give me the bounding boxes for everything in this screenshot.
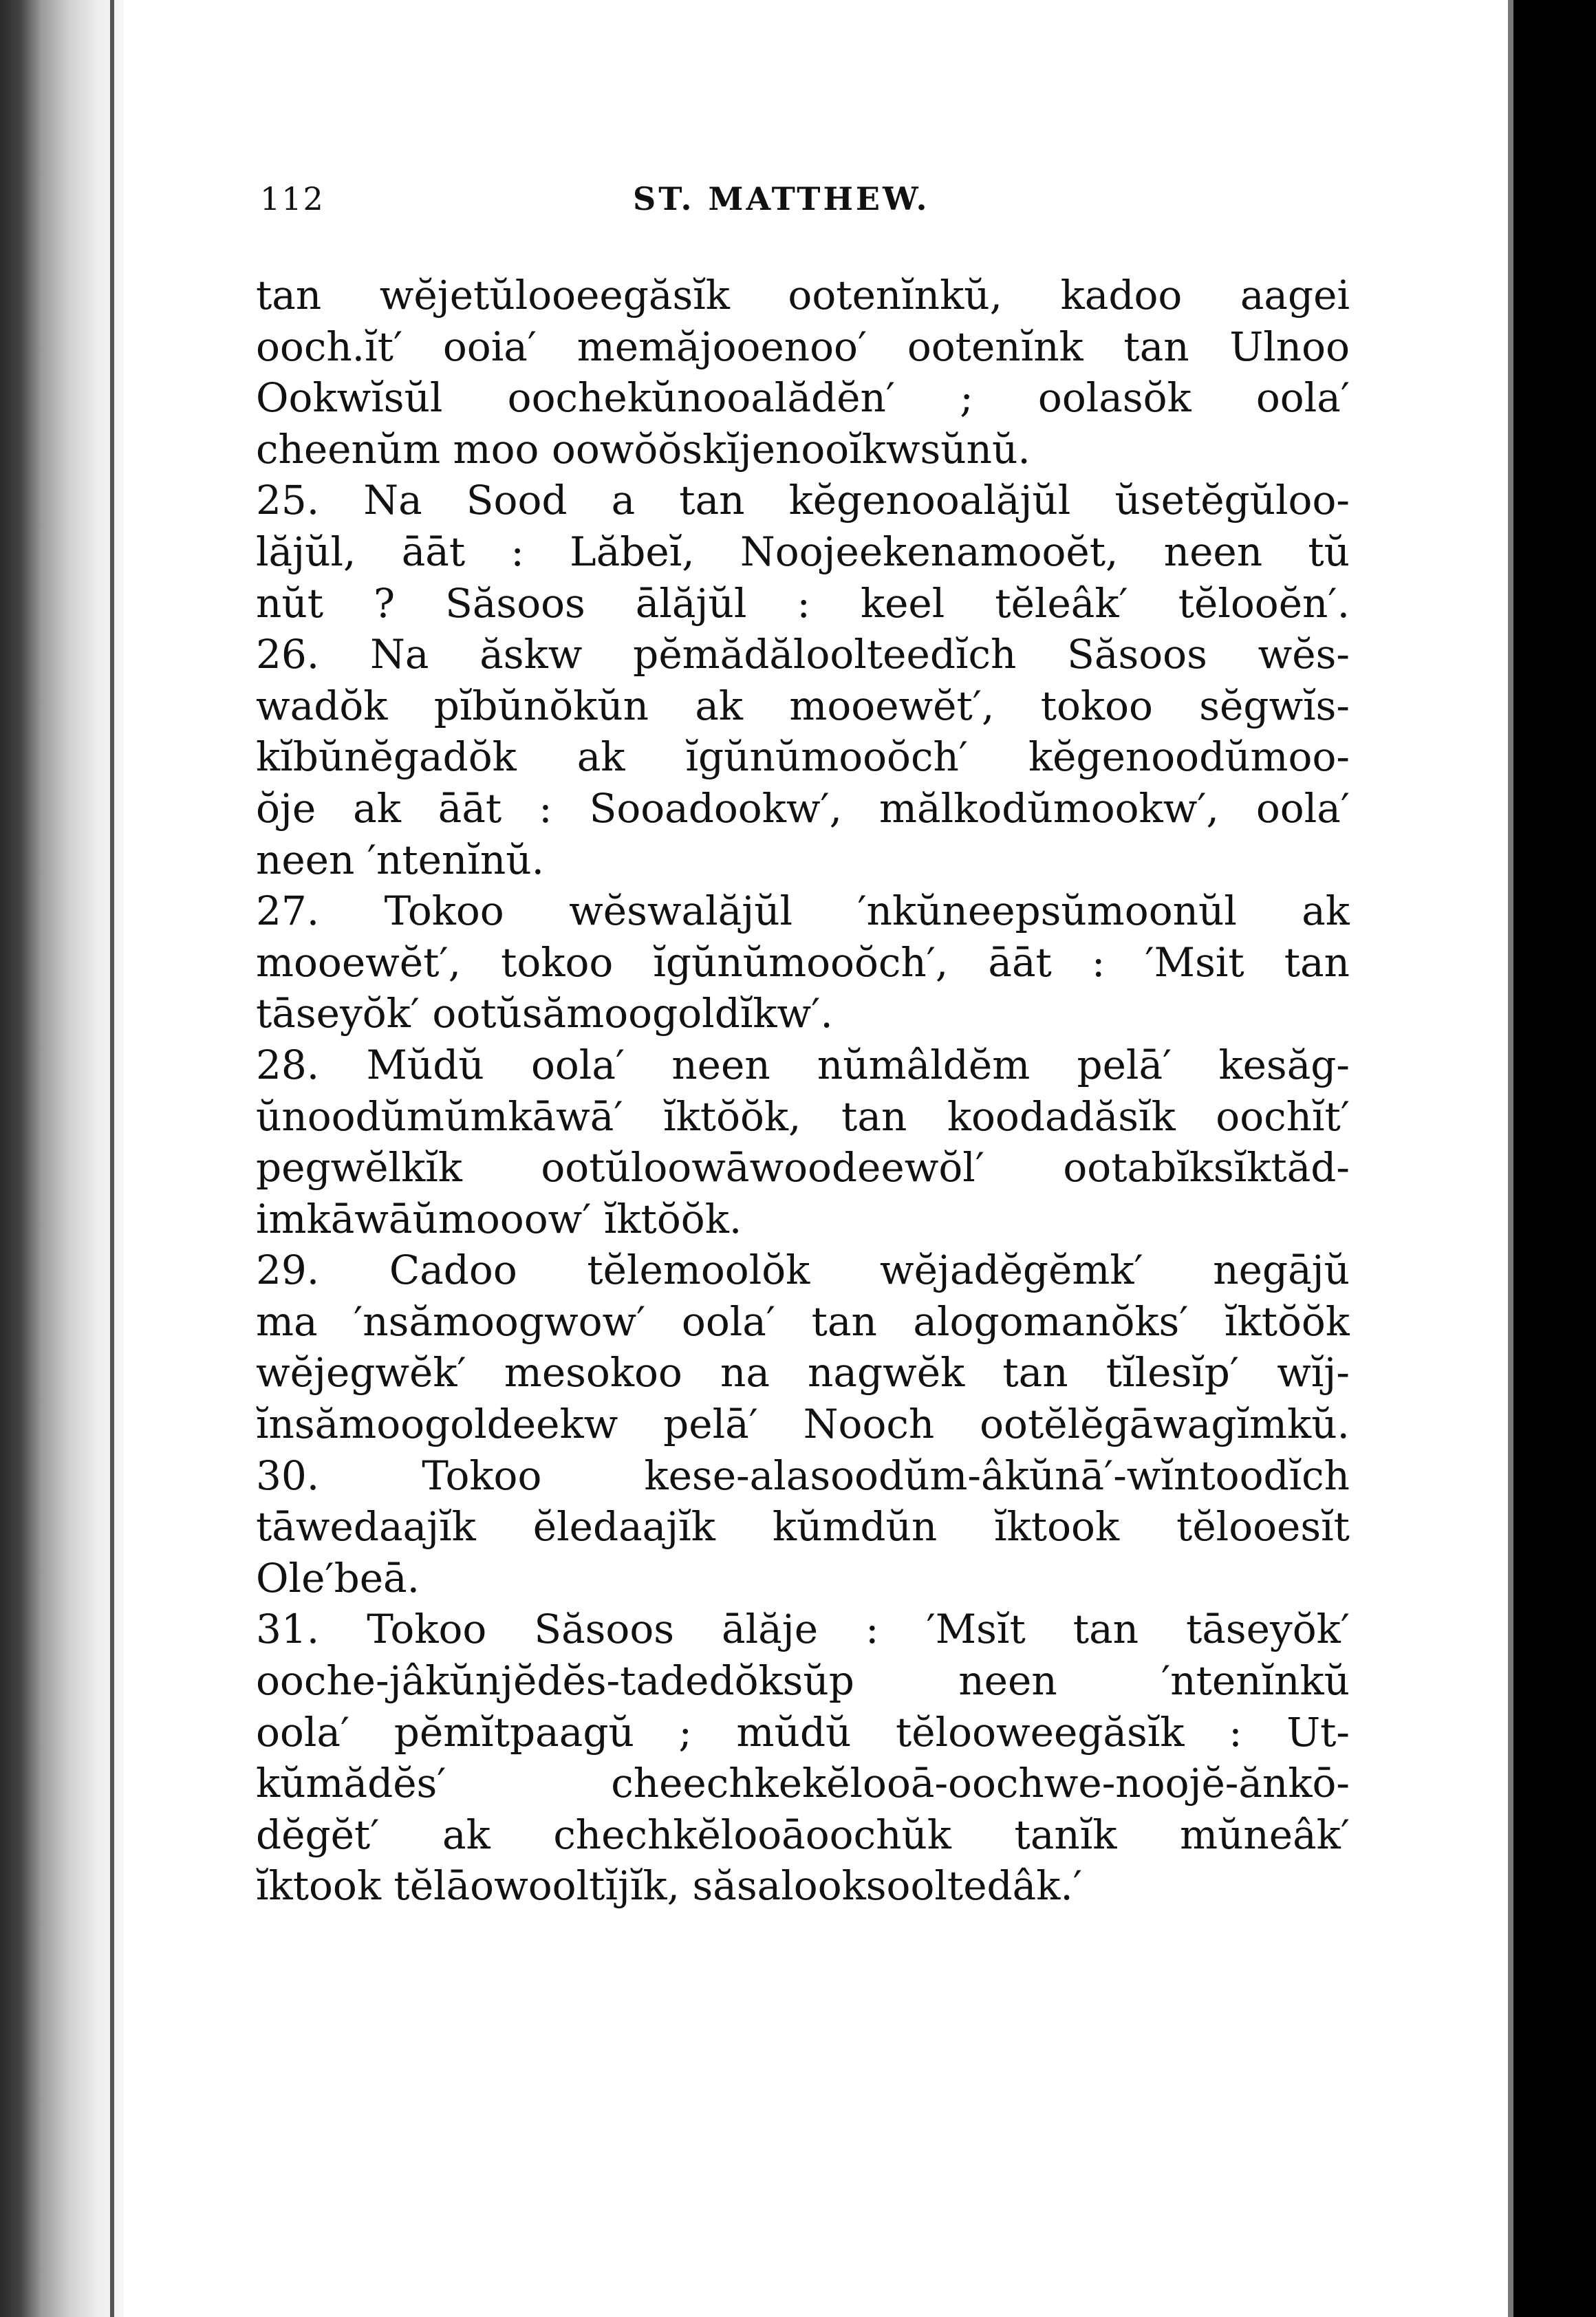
text-line: wĕjegwĕk′ mesokoo na nagwĕk tan tĭlesĭp′ wĭj-: [256, 1349, 1350, 1397]
verse-31-line: 31. Tokoo Săsoos ālăje : ′Msĭt tan tāseyŏk′: [256, 1606, 1350, 1653]
page-number: 112: [260, 180, 325, 217]
text-line: oola′ pĕmĭtpaagŭ ; mŭdŭ tĕlooweegăsĭk : Ut-: [256, 1708, 1350, 1756]
body-text: [256, 270, 1350, 1912]
text-line: ŏje ak āāt : Sooadookw′, mălkodŭmookw′, oola′: [256, 784, 1350, 832]
text-line: Ole′beā.: [256, 1554, 420, 1602]
text-line: ooche-jâkŭnjĕdĕs-tadedŏksŭp neen ′ntenĭnkŭ: [256, 1657, 1350, 1705]
verse-29-line: 29. Cadoo tĕlemoolŏk wĕjadĕgĕmk′ negājŭ: [256, 1247, 1350, 1294]
text-line: tan wĕjetŭlooeegăsĭk ootenĭnkŭ, kadoo aagei: [256, 272, 1350, 319]
verse-28-line: 28. Mŭdŭ oola′ neen nŭmâldĕm pelā′ kesăg-: [256, 1041, 1350, 1088]
text-line: tāseyŏk′ ootŭsămoogoldĭkw′.: [256, 990, 833, 1037]
text-line: cheenŭm moo oowŏŏskĭjenooĭkwsŭnŭ.: [256, 425, 1031, 473]
text-line: neen ′ntenĭnŭ.: [256, 836, 544, 883]
verse-25-line: 25. Na Sood a tan kĕgenooalăjŭl ŭsetĕgŭloo-: [256, 477, 1350, 524]
scan-edge-border: [1513, 0, 1596, 2317]
text-line: wadŏk pĭbŭnŏkŭn ak mooewĕt′, tokoo sĕgwĭs-: [256, 682, 1350, 729]
text-line: Ookwĭsŭl oochekŭnooalădĕn′ ; oolasŏk oola′: [256, 374, 1350, 422]
text-line: ĭktook tĕlāowooltĭjĭk, săsalooksooltedâk.′: [256, 1862, 1083, 1910]
text-line: tāwedaajĭk ĕledaajĭk kŭmdŭn ĭktook tĕlooesĭt: [256, 1503, 1350, 1551]
text-line: ma ′nsămoogwow′ oola′ tan alogomanŏks′ ĭktŏŏk: [256, 1297, 1350, 1345]
text-line: ooch.ĭt′ ooia′ memăjooenoo′ ootenĭnk tan Ulnoo: [256, 323, 1350, 370]
text-line: mooewĕt′, tokoo ĭgŭnŭmooŏch′, āāt : ′Msit tan: [256, 938, 1350, 986]
verse-26-line: 26. Na ăskw pĕmădăloolteedĭch Săsoos wĕs-: [256, 631, 1350, 678]
text-line: ŭnoodŭmŭmkāwā′ ĭktŏŏk, tan koodadăsĭk oochĭt′: [256, 1092, 1350, 1140]
text-line: kŭmădĕs′ cheechkekĕlooā-oochwe-noojĕ-ănkō-: [256, 1760, 1350, 1807]
text-line: imkāwāŭmooow′ ĭktŏŏk.: [256, 1195, 742, 1242]
text-line: pegwĕlkĭk ootŭloowāwoodeewŏl′ ootabĭksĭktăd-: [256, 1144, 1350, 1192]
text-line: ĭnsămoogoldeekw pelā′ Nooch ootĕlĕgāwagĭmkŭ.: [256, 1401, 1350, 1448]
page-edge-line: [110, 0, 114, 2317]
page-gutter-shadow: [0, 0, 124, 2317]
text-line: nŭt ? Săsoos ālăjŭl : keel tĕleâk′ tĕlooĕn′.: [256, 579, 1350, 627]
verse-27-line: 27. Tokoo wĕswalăjŭl ′nkŭneepsŭmoonŭl ak: [256, 887, 1350, 935]
text-line: lăjŭl, āāt : Lăbeĭ, Noojeekenamooĕt, neen tŭ: [256, 528, 1350, 575]
verse-30-line: 30. Tokoo kese-alasoodŭm-âkŭnā′-wĭntoodĭch: [256, 1452, 1350, 1499]
text-line: kĭbŭnĕgadŏk ak ĭgŭnŭmooŏch′ kĕgenoodŭmoo-: [256, 733, 1350, 781]
running-title: ST. MATTHEW.: [633, 180, 930, 217]
text-line: dĕgĕt′ ak chechkĕlooāoochŭk tanĭk mŭneâk′: [256, 1811, 1350, 1858]
